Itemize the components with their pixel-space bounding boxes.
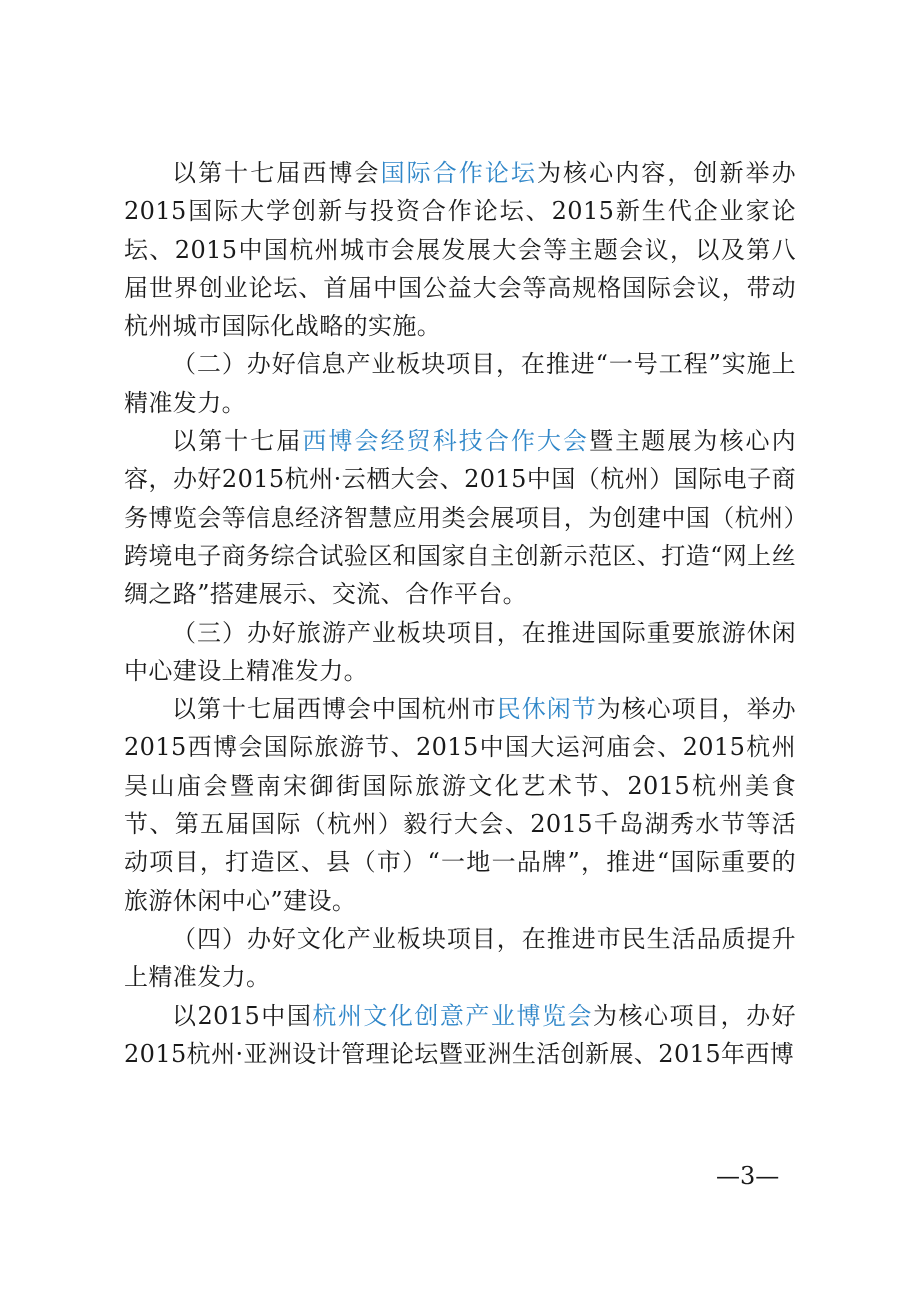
- cultural-creative-expo-link[interactable]: 杭州文化创意产业博览会: [312, 1001, 593, 1030]
- paragraph-text: 为核心项目，举办2015西博会国际旅游节、2015中国大运河庙会、2015杭州吴山庙会暨南宋御街国际旅游文化艺术节、2015杭州美食节、第五届国际（杭州）毅行大会、2015千岛湖秀水节等活动项目，打造区、县（市）“一地一品牌”，推进“国际重要的旅游休闲中心”建设。: [124, 695, 796, 915]
- paragraph-leisure-festival: [124, 690, 796, 920]
- paragraph-text: 以第十七届西博会中国杭州市: [172, 695, 497, 724]
- heading-text: （四）办好文化产业板块项目，在推进市民生活品质提升上精准发力。: [124, 924, 796, 992]
- paragraph-text: 以第十七届: [172, 427, 303, 456]
- section-heading-tourism-industry: [124, 614, 796, 691]
- trade-tech-cooperation-conference-link[interactable]: 西博会经贸科技合作大会: [302, 427, 590, 456]
- paragraph-text: 为核心项目，办好2015杭州·亚洲设计管理论坛暨亚洲生活创新展、2015年西博: [124, 1001, 796, 1068]
- international-cooperation-forum-link[interactable]: 国际合作论坛: [380, 159, 537, 187]
- leisure-festival-link[interactable]: 民休闲节: [496, 695, 597, 724]
- body-text: [124, 154, 796, 1073]
- paragraph-cultural-expo: [124, 997, 796, 1074]
- paragraph-text: 以2015中国: [172, 1001, 313, 1030]
- paragraph-text: 以第十七届西博会: [172, 159, 381, 187]
- paragraph-text: 暨主题展为核心内容，办好2015杭州·云栖大会、2015中国（杭州）国际电子商务博览会等信息经济智慧应用类会展项目，为创建中国（杭州）跨境电子商务综合试验区和国家自主创新示范区、打造“网上丝绸之路”搭建展示、交流、合作平台。: [124, 427, 797, 609]
- heading-text: （二）办好信息产业板块项目，在推进“一号工程”实施上精准发力。: [124, 350, 796, 417]
- paragraph-trade-tech: [124, 422, 796, 613]
- heading-text: （三）办好旅游产业板块项目，在推进国际重要旅游休闲中心建设上精准发力。: [124, 618, 796, 685]
- section-heading-information-industry: [124, 345, 796, 422]
- page-number: —3—: [716, 1162, 780, 1190]
- section-heading-culture-industry: [124, 920, 796, 997]
- paragraph-forum: [124, 154, 796, 345]
- paragraph-text: 为核心内容，创新举办2015国际大学创新与投资合作论坛、2015新生代企业家论坛、2015中国杭州城市会展发展大会等主题会议，以及第八届世界创业论坛、首届中国公益大会等高规格国际会议，带动杭州城市国际化战略的实施。: [124, 159, 797, 341]
